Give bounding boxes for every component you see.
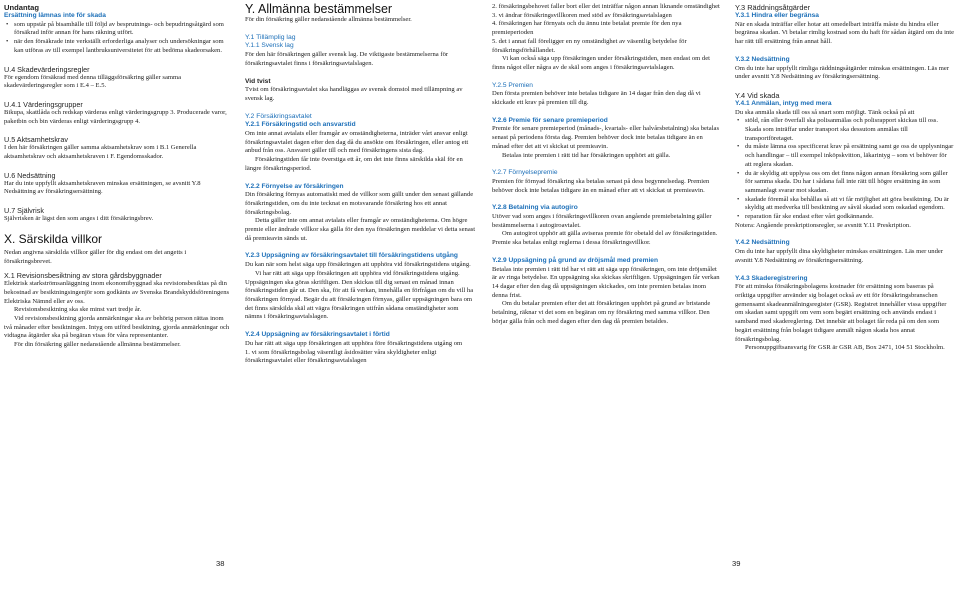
heading-y2: Y.2 Försäkringsavtalet — [245, 112, 312, 120]
list-item: • när den försäkrade inte verkställt erforderliga analyser och undersökningar som kan utföras av till exempel lantbruksuniversitetet för att bedöma skadeorsaken. — [14, 38, 232, 55]
heading-y26: Y.2.6 Premie för senare premieperiod — [492, 116, 608, 124]
paragraph: Detta gäller inte om annat avtalats eller framgår av omständigheterna. Om högre premie eller ändrade villkor ska gälla för den nya försäkringen meddelar vi detta senast då premieavin sänds ut. — [245, 217, 476, 242]
paragraph: När en skada inträffar eller hotar att omedelbart inträffa måste du hindra eller begränsa skadan. Vi betalar rimlig kostnad som du haft för sådan åtgärd om du inte har rätt till ersättning från annat håll. — [735, 20, 955, 46]
heading-y3: Y.3 Räddningsåtgärder — [735, 3, 811, 12]
heading-ersattning: Ersättning lämnas inte för skada — [4, 12, 106, 19]
heading-y24: Y.2.4 Uppsägning av försäkringsavtalet i förtid — [245, 331, 390, 339]
paragraph: Försäkringstiden får inte överstiga ett år, om det inte finns särskilda skäl för en längre försäkringsperiod. — [245, 156, 463, 172]
heading-y: Y. Allmänna bestämmelser — [245, 2, 393, 16]
list-item: • du är skyldig att upplysa oss om det finns någon annan försäkring som gäller för samma skada. Du har i sådana fall inte rätt till högre ersättning än som sammanlagt svarar mot skadan. — [745, 170, 955, 196]
column-1 — [4, 3, 232, 350]
paragraph: Har du inte uppfyllt aktsamhetskraven minskas ersättningen, se avsnitt Y.8 Nedsättning av försäkringsersättning. — [4, 179, 201, 196]
paragraph: Revisionsbesiktning ska ske minst vart tredje år. — [14, 306, 142, 314]
heading-x1: X.1 Revisionsbesiktning av stora gårdsbyggnader — [4, 271, 162, 281]
paragraph: Om du inte har uppfyllt rimliga räddningsåtgärder minskas ersättningen. Läs mer under avsnitt Y.8 Nedsättning av försäkringsersättning. — [735, 64, 950, 81]
paragraph: 5. det i annat fall föreligger en ny omständighet av väsentlig betydelse för försäkringsförhållandet. — [492, 37, 687, 54]
paragraph: Du ska anmäla skada till oss så snart som möjligt. Tänk också på att — [735, 108, 915, 116]
heading-u5: U.5 Aktsamhetskrav — [4, 135, 68, 145]
paragraph: För din försäkring gäller nedanstående allmänna bestämmelser. — [245, 16, 412, 23]
paragraph: För egendom försäkrad med denna tilläggsförsäkring gäller samma skadevärderingsregler som i E.4 – E.5. — [4, 73, 182, 90]
paragraph: Du kan när som helst säga upp försäkringen att upphöra vid försäkringstidens utgång. — [245, 261, 471, 269]
paragraph: Premie för senare premieperiod (månads-, kvartals- eller halvårsbetalning) ska betalas senast på periodens första dag. Premien behöver dock inte betalas tidigare än en månad efter det att vi skickat ut premieavin. — [492, 125, 720, 150]
heading-y1: Y.1 Tillämplig lag — [245, 33, 296, 41]
paragraph: Premien för förnyad försäkring ska betalas senast på dess begynnelsedag. Premien behöver dock inte betalas tidigare än en månad efter att vi skickat ut premieavin. — [492, 177, 710, 194]
heading-y25: Y.2.5 Premien — [492, 81, 533, 89]
paragraph: Självrisken är lägst den som anges i ditt försäkringsbrev. — [4, 215, 154, 223]
paragraph: 2. försäkringsbehovet faller bort eller det inträffar någon annan liknande omständighet — [492, 3, 720, 10]
claim-list — [735, 117, 955, 221]
paragraph: Vi kan också säga upp försäkringen under försäkringstiden, men endast om det finns något eller några av de skäl som anges i försäkringsavtalslagen. — [492, 55, 710, 71]
heading-y11: Y.1.1 Svensk lag — [245, 42, 294, 50]
heading-u4: U.4 Skadevärderingsregler — [4, 64, 90, 74]
list-item: • reparation får ske endast efter vårt godkännande. — [745, 213, 955, 222]
column-2 — [245, 3, 477, 366]
heading-y31: Y.3.1 Hindra eller begränsa — [735, 12, 819, 19]
paragraph: Du har rätt att säga upp försäkringen att upphöra före försäkringstidens utgång om — [245, 339, 463, 347]
list-item: • som uppstår på bisamhälle till följd av besprutnings- och bepudringsåtgärd som försäkrad inför annan för hans räkning utfört. — [14, 21, 232, 38]
heading-x: X. Särskilda villkor — [4, 231, 103, 246]
column-3 — [492, 3, 720, 327]
heading-u7: U.7 Självrisk — [4, 206, 44, 216]
heading-y27: Y.2.7 Förnyelsepremie — [492, 169, 558, 177]
heading-y43: Y.4.3 Skaderegistrering — [735, 274, 808, 282]
heading-y41: Y.4.1 Anmälan, intyg med mera — [735, 99, 832, 107]
paragraph: För din försäkring gäller nedanstående allmänna bestämmelser. — [14, 341, 181, 349]
column-4 — [735, 3, 955, 353]
paragraph: Vi har rätt att säga upp försäkringen att upphöra vid försäkringstidens utgång. Uppsägningen ska göras skriftligen. Den skickas till dig senast en månad innan försäkringstiden går ut. Den ska, för att få verkan, innehålla en förfrågan om du vill ha försäkringen förnyad. Begär du att försäkringen förnyas, gäller uppsägningen bara om det finns särskilda skäl att vägra försäkringen utifrån sådana omständigheter som nämns i försäkringsavtalslagen. — [245, 269, 474, 321]
paragraph: Vid revisionsbesiktning gjorda anmärkningar ska av behörig person rättas inom två månader efter besiktningen. Intyg om utförd besiktning, gjorda anmärkningar och vidtagna åtgärder ska på begäran visas för våra representanter. — [4, 315, 230, 340]
paragraph: Nedan angivna särskilda villkor gäller för dig endast om det angetts i försäkringsbrevet. — [4, 248, 187, 265]
paragraph: Elektrisk starkströmsanläggning inom ekonomibyggnad ska revisionsbesiktas på din bekostnad av besiktningsingenjör som godkänts av Svenska Brandskyddsföreningens Elektriska Nämnd eller av oss. — [4, 280, 230, 305]
list-item: • skadade föremål ska behållas så att vi får möjlighet att göra besiktning. Du är skyldig att medverka till besiktning av såväl skadad som oskadad egendom. — [745, 196, 955, 213]
paragraph: Notera: Angående preskriptionsregler, se avsnitt Y.11 Preskription. — [735, 221, 911, 229]
paragraph: Bikupa, skattlåda och redskap värderas enligt värderingsgrupp 3. Producerade varor, paketbin och bin värderas enligt värderingsgrupp 4. — [4, 108, 227, 125]
list-item: • du måste lämna oss specificerat krav på ersättning samt ge oss de upplysningar och handlingar – till exempel inköpskvitton, läkarintyg – som vi behöver för att reglera skadan. — [745, 143, 955, 169]
heading-y28: Y.2.8 Betalning via autogiro — [492, 204, 578, 212]
heading-y21: Y.2.1 Försäkringstid och ansvarstid — [245, 121, 356, 129]
heading-y23: Y.2.3 Uppsägning av försäkringsavtalet till försäkringstidens utgång — [245, 252, 458, 260]
heading-y32: Y.3.2 Nedsättning — [735, 55, 790, 63]
paragraph: Personuppgiftsansvarig för GSR är GSR AB, Box 2471, 104 51 Stockholm. — [745, 344, 945, 352]
paragraph: 4. försäkringen har förnyats och du ännu inte betalat premie för den nya premieperioden — [492, 20, 682, 37]
paragraph: Om inte annat avtalats eller framgår av omständigheterna, inträder vårt ansvar enligt försäkringsavtalet dagen efter den dag då du ansökte om försäkringen, eller antog ett anbud från oss. Ansvaret gäller till och med försäkringens sista dag. — [245, 130, 469, 155]
page-number-left: 38 — [216, 559, 225, 568]
paragraph: Om autogirot upphör att gälla aviseras premie för obetald del av försäkringstiden. Premie ska betalas enligt reglerna i dessa försäkringsvillkor. — [492, 230, 718, 247]
heading-y22: Y.2.2 Förnyelse av försäkringen — [245, 182, 344, 190]
paragraph: Betalas inte premien i rätt tid har försäkringen upphört att gälla. — [502, 151, 671, 159]
list-item: • stöld, rån eller överfall ska polisanmälas och polisrapport skickas till oss. Skada som inträffar under transport ska dessutom anmälas till transportföretaget. — [745, 117, 955, 143]
heading-u41: U.4.1 Värderingsgrupper — [4, 99, 83, 109]
paragraph: 3. vi ändrar försäkringsvillkoren med stöd av försäkringsavtalslagen — [492, 11, 672, 19]
paragraph: För att minska försäkringsbolagens kostnader för ersättning som baseras på oriktiga uppgifter använder sig bolaget också av ett för försäkringsbranschen gemensamt skadeanmälningsregister (GSR). Registret innehåller vissa uppgifter om skadan samt uppgift om vem som begärt ersättning och används endast i samband med skadereglering. Det innebär att bolaget får reda på om den som begärt ersättning från bolaget tidigare anmält någon skada hos annat försäkringsbolag. — [735, 283, 947, 343]
paragraph: Betalas inte premien i rätt tid har vi rätt att säga upp försäkringen, om inte dröjsmålet är av ringa betydelse. En uppsägning ska skickas skriftligen. Uppsägningen får verkan 14 dagar efter den dag då uppsägningen skickades, om inte premien betalas inom denna frist. — [492, 265, 720, 299]
heading-y29: Y.2.9 Uppsägning på grund av dröjsmål med premien — [492, 256, 658, 264]
exclusion-list — [4, 21, 232, 56]
page-number-right: 39 — [732, 559, 741, 568]
paragraph: Tvist om försäkringsavtalet ska handläggas av svensk domstol med tillämpning av svensk lag. — [245, 86, 463, 102]
paragraph: Den första premien behöver inte betalas tidigare än 14 dagar från den dag då vi skickade ett krav på premien till dig. — [492, 90, 701, 107]
paragraph: Din försäkring förnyas automatiskt med de villkor som gällt under den senast gällande försäkringstiden, om du inte tecknat en motsvarande försäkring hos ett annat försäkringsbolag. — [245, 191, 474, 216]
paragraph: Om du inte har uppfyllt dina skyldigheter minskas ersättningen. Läs mer under avsnitt Y.8 Nedsättning av försäkringsersättning. — [735, 248, 944, 264]
paragraph: Utöver vad som anges i försäkringsvillkoren ovan angående premiebetalning gäller bestämmelserna i autogiroavtalet. — [492, 213, 712, 229]
heading-vid-tvist: Vid tvist — [245, 77, 271, 85]
paragraph: 1. vi som försäkringsbolag väsentligt åsidosätter våra skyldigheter enligt försäkringsavtalet eller försäkringsavtalslagen — [245, 348, 437, 365]
heading-y4: Y.4 Vid skada — [735, 90, 780, 100]
paragraph: För den här försäkringen gäller svensk lag. De viktigaste bestämmelserna för försäkringsavtalet finns i försäkringsavtalslagen. — [245, 51, 449, 67]
heading-u6: U.6 Nedsättning — [4, 170, 56, 180]
heading-undantag: Undantag — [4, 3, 40, 12]
heading-y42: Y.4.2 Nedsättning — [735, 239, 790, 247]
paragraph: I den här försäkringen gäller samma aktsamhetskrav som i B.1 Generella aktsamhetskrav och aktsamhetskraven i F. Egendomsskador. — [4, 144, 197, 161]
paragraph: Om du betalar premien efter det att försäkringen upphört på grund av bristande betalning, räknar vi det som en begäran om ny försäkring med samma villkor. Den börjar gälla från och med dagen efter den dag då premien betaldes. — [492, 300, 711, 325]
